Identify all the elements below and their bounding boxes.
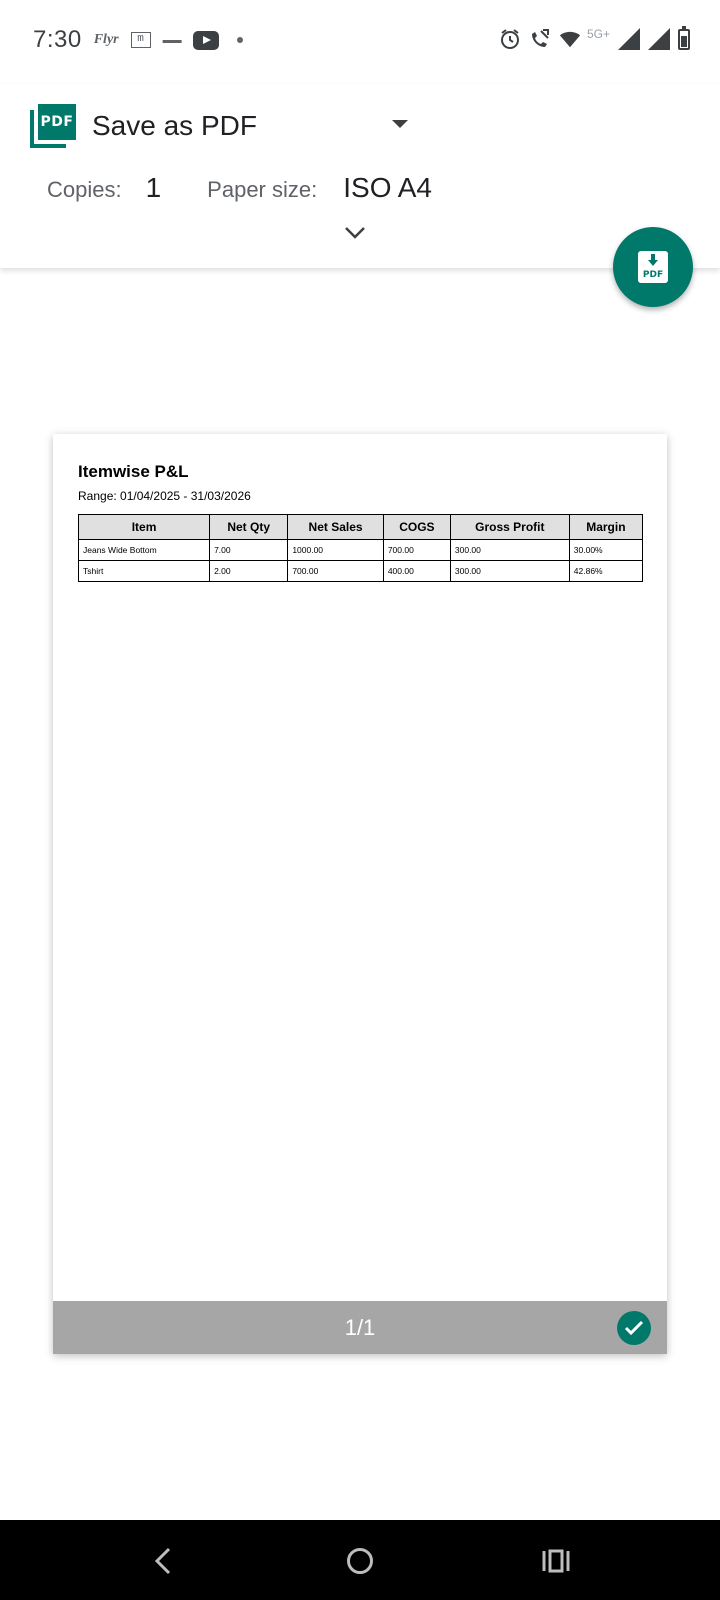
pdf-printer-icon: PDF — [30, 104, 76, 148]
dash-notification-icon: ▬▬ — [162, 34, 181, 46]
document-range: Range: 01/04/2025 - 31/03/2026 — [78, 489, 251, 503]
signal-strength-2-icon — [648, 28, 670, 50]
col-header-net-sales: Net Sales — [288, 515, 384, 540]
col-header-net-qty: Net Qty — [210, 515, 288, 540]
clock: 7:30 — [33, 26, 82, 53]
printer-selector[interactable] — [30, 104, 257, 148]
pdf-download-icon: PDF — [638, 251, 668, 283]
status-bar — [0, 0, 720, 84]
col-header-margin: Margin — [569, 515, 642, 540]
col-header-gross-profit: Gross Profit — [450, 515, 569, 540]
cell-gross-profit: 300.00 — [450, 540, 569, 561]
system-navigation-bar — [0, 1520, 720, 1600]
copies-label: Copies: — [47, 177, 122, 202]
cell-item: Jeans Wide Bottom — [79, 540, 210, 561]
cell-margin: 42.86% — [569, 561, 642, 582]
table-row — [79, 561, 643, 582]
signal-strength-1-icon — [618, 28, 640, 50]
document-title: Itemwise P&L — [78, 462, 189, 481]
m-app-icon: m — [131, 32, 151, 48]
cell-margin: 30.00% — [569, 540, 642, 561]
cell-net-sales: 700.00 — [288, 561, 384, 582]
paper-size-label: Paper size: — [207, 177, 318, 202]
preview-page[interactable] — [53, 434, 667, 1354]
home-icon[interactable] — [343, 1544, 377, 1578]
status-left — [33, 26, 243, 54]
cell-net-sales: 1000.00 — [288, 540, 384, 561]
page-footer — [53, 1301, 667, 1354]
youtube-icon — [193, 31, 219, 50]
table-header-row — [79, 515, 643, 540]
col-header-cogs: COGS — [383, 515, 450, 540]
page-indicator: 1/1 — [344, 1315, 376, 1340]
printer-dropdown-arrow-icon[interactable] — [392, 120, 408, 128]
save-pdf-button[interactable] — [613, 227, 693, 307]
wifi-icon — [559, 28, 581, 50]
cell-cogs: 700.00 — [383, 540, 450, 561]
cell-cogs: 400.00 — [383, 561, 450, 582]
flyr-app-icon: Flyr — [93, 32, 119, 47]
copies-value: 1 — [145, 172, 162, 203]
pl-table — [78, 514, 643, 582]
print-options-summary — [47, 172, 432, 204]
cell-gross-profit: 300.00 — [450, 561, 569, 582]
col-header-item: Item — [79, 515, 210, 540]
network-type: 5G+ — [586, 27, 610, 41]
printer-name: Save as PDF — [92, 110, 257, 141]
alarm-icon — [499, 28, 521, 50]
cell-net-qty: 7.00 — [210, 540, 288, 561]
print-options-header — [0, 84, 720, 268]
print-preview-area — [0, 268, 720, 1520]
status-right — [499, 28, 690, 50]
recent-apps-icon[interactable] — [539, 1544, 573, 1578]
battery-icon — [678, 29, 690, 50]
expand-options-chevron-icon[interactable] — [344, 222, 366, 244]
table-row — [79, 540, 643, 561]
cell-item: Tshirt — [79, 561, 210, 582]
back-icon[interactable] — [146, 1544, 180, 1578]
wifi-calling-icon — [529, 28, 551, 50]
page-selected-check-icon[interactable] — [617, 1311, 651, 1345]
cell-net-qty: 2.00 — [210, 561, 288, 582]
paper-size-value: ISO A4 — [343, 172, 432, 203]
more-notifications-dot-icon — [237, 37, 243, 43]
